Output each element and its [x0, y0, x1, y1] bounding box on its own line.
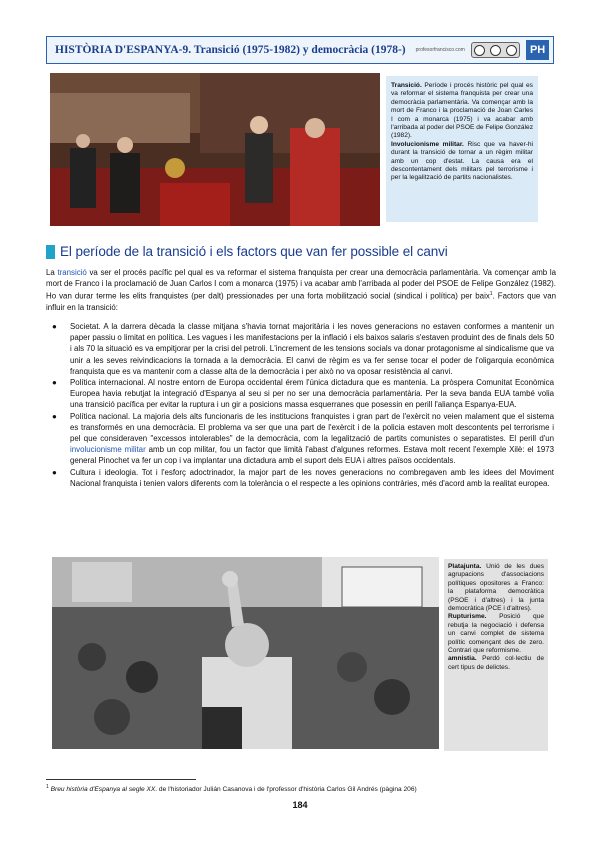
header-site[interactable]: profesorfrancisco.com [415, 47, 465, 53]
glossary-term: Transició. [391, 82, 422, 89]
glossary-entry-platajunta [448, 563, 544, 613]
bullet-icon: ● [52, 378, 57, 388]
coronation-photo [50, 73, 380, 226]
glossary-entry-amnistia [448, 655, 544, 672]
footnote-book-title: Breu història d'Espanya al segle XX [50, 786, 156, 794]
coronation-photo-icon [50, 73, 380, 226]
footnote-divider [46, 779, 196, 780]
glossary-term: Rupturisme. [448, 613, 487, 621]
section-title: El període de la transició i els factors que van fer possible el canvi [60, 244, 448, 259]
glossary-term: amnistia. [448, 655, 477, 663]
license-badge [471, 42, 520, 58]
glossary-definition: Unió de les dues agrupacions d'associacions polítiques opositores a Franco: la plataforma democràtica (PSOE i d'altres) i la junta democràtica (PCE i d'altres). [448, 563, 544, 613]
glossary-box-bottom [444, 559, 548, 751]
list-item-text: Política nacional. La majoria dels alts funcionaris de les institucions franquistes i gran part de l'exèrcit no veien malament que el sistema es transformés en una democràcia. El problema va ser que una part de l'exèrcit i de la policia estaven molt descontents pel terrorisme i pel que consideraven "excessos intolerables" de la democràcia, com la legalització de partits comunistes o separatistes. El perill d'un [70, 411, 554, 444]
glossary-definition: Risc que va haver-hi durant la transició de tornar a un règim militar amb un cop d'estat. La causa era el descontentament dels militars pel terrorisme i per la legalització de partits nacionalistes. [391, 140, 533, 182]
list-item [48, 377, 554, 411]
bullet-icon: ● [52, 411, 57, 421]
bullet-icon: ● [52, 467, 57, 477]
footnote [46, 783, 556, 794]
involucionisme-link[interactable]: involucionisme militar [70, 445, 146, 455]
glossary-definition: Posició que rebutja la negociació i defensa un canvi complet de sistema polític començant des de zero. Contrari que reformisme. [448, 613, 544, 655]
intro-pre: La [46, 268, 58, 277]
demonstration-photo-icon [52, 557, 439, 749]
transicio-link[interactable]: transició [57, 268, 87, 277]
glossary-entry-involucionisme [391, 141, 533, 183]
glossary-entry-rupturisme [448, 613, 544, 655]
bullet-icon: ● [52, 322, 57, 331]
intro-paragraph [46, 267, 556, 313]
logo: PH [526, 40, 549, 60]
intro-post: . Factors que van influir en la transició: [46, 292, 556, 313]
glossary-term: Platajunta. [448, 563, 482, 570]
list-item [48, 411, 554, 467]
cc-icon [474, 45, 485, 56]
nc-icon [506, 45, 517, 56]
list-item-text: Cultura i ideologia. Tot i l'esforç adoctrinador, la major part de les noves generacions no combregaven amb les idees del Moviment Nacional franquista i tenien valors diferents com la tolerància o el respecte a les opinions contràries, més d'acord amb la realitat europea. [70, 467, 554, 488]
page-number: 184 [292, 800, 308, 810]
list-item-text: Política internacional. Al nostre entorn de Europa occidental érem l'única dictadura que es mantenia. La pròspera Comunitat Econòmica Europea havia rebutjat la integració d'Espanya al seu si per no ser una democràcia parlamentària. Per la seva banda EUA també volia una transició pacífica per evitar la ruptura i un gir a posicions massa esquerranes que posessin en perill l'aliança Espanya-EUA. [70, 378, 554, 410]
glossary-box-top [386, 76, 538, 222]
factors-list [48, 321, 554, 489]
glossary-entry-transicio [391, 82, 533, 141]
demonstration-photo [52, 557, 439, 749]
list-item [48, 321, 554, 377]
glossary-definition: Perdó col·lectiu de cert tipus de delictes. [448, 655, 544, 671]
glossary-definition: Període i procés històric pel qual es va reformar el sistema franquista per crear una democràcia parlamentària. Va començar amb la mort de Franco i la proclamació de Joan Carles I com a monarca (1975) i va acabar amb l'arribada al poder del PSOE de Felipe González (1982). [391, 82, 534, 140]
list-item-text: Societat. A la darrera dècada la classe mitjana s'havia tornat majoritària i les noves generacions no estaven conformes a mantenir un paper passiu o limitat en política. Les vagues i les manifestacions per la inflació i els baixos salaris s'estaven produint des de finals dels 50 i als 70 la situació es va empitjorar per la crisi del petroli. L'increment de les tensions socials va donar protagonisme al sindicalisme que va unir a les seves reivindicacions la tornada a la democràcia. El canvi de règim es va fer sense tocar el poder de l'oligarquia econòmica franquista que es va mantenir com a classe alta de la democràcia i per això no va oposar resistència al canvi. [70, 322, 554, 376]
list-item [48, 467, 554, 489]
footnote-ref: 1 [489, 291, 493, 298]
by-icon [490, 45, 501, 56]
footnote-number: 1 [46, 784, 49, 790]
glossary-term: Involucionisme militar. [391, 140, 464, 148]
footnote-text: . de l'historiador Julián Casanova i de l'professor d'història Carlos Gil Andrés (pàgina 206) [155, 786, 417, 794]
section-heading [46, 244, 556, 259]
list-item-text: amb un cop militar, fou un factor que limità l'abast d'algunes reformes. Estava molt recent l'exemple Xilè: el 1973 general Pinochet va fer un cop i va implantar una dictadura amb el suport dels EUA i altres països occidentals. [70, 445, 555, 466]
page-header [46, 36, 554, 64]
header-title: HISTÒRIA D'ESPANYA-9. Transició (1975-1982) y democràcia (1978-) [55, 44, 406, 56]
intro-text: va ser el procés pacífic pel qual es va reformar el sistema franquista per crear una democràcia parlamentària. Va començar amb la mort de Franco i la proclamació de Juan Carlos I com a monarca (1975) i va acabar amb l'arribada al poder del PSOE de Felipe González (1982). Ho van durar terme les elits franquistes (per dalt) pressionades per una forta mobilització social (sindical i política) per baix [46, 268, 556, 302]
heading-marker [46, 245, 55, 259]
